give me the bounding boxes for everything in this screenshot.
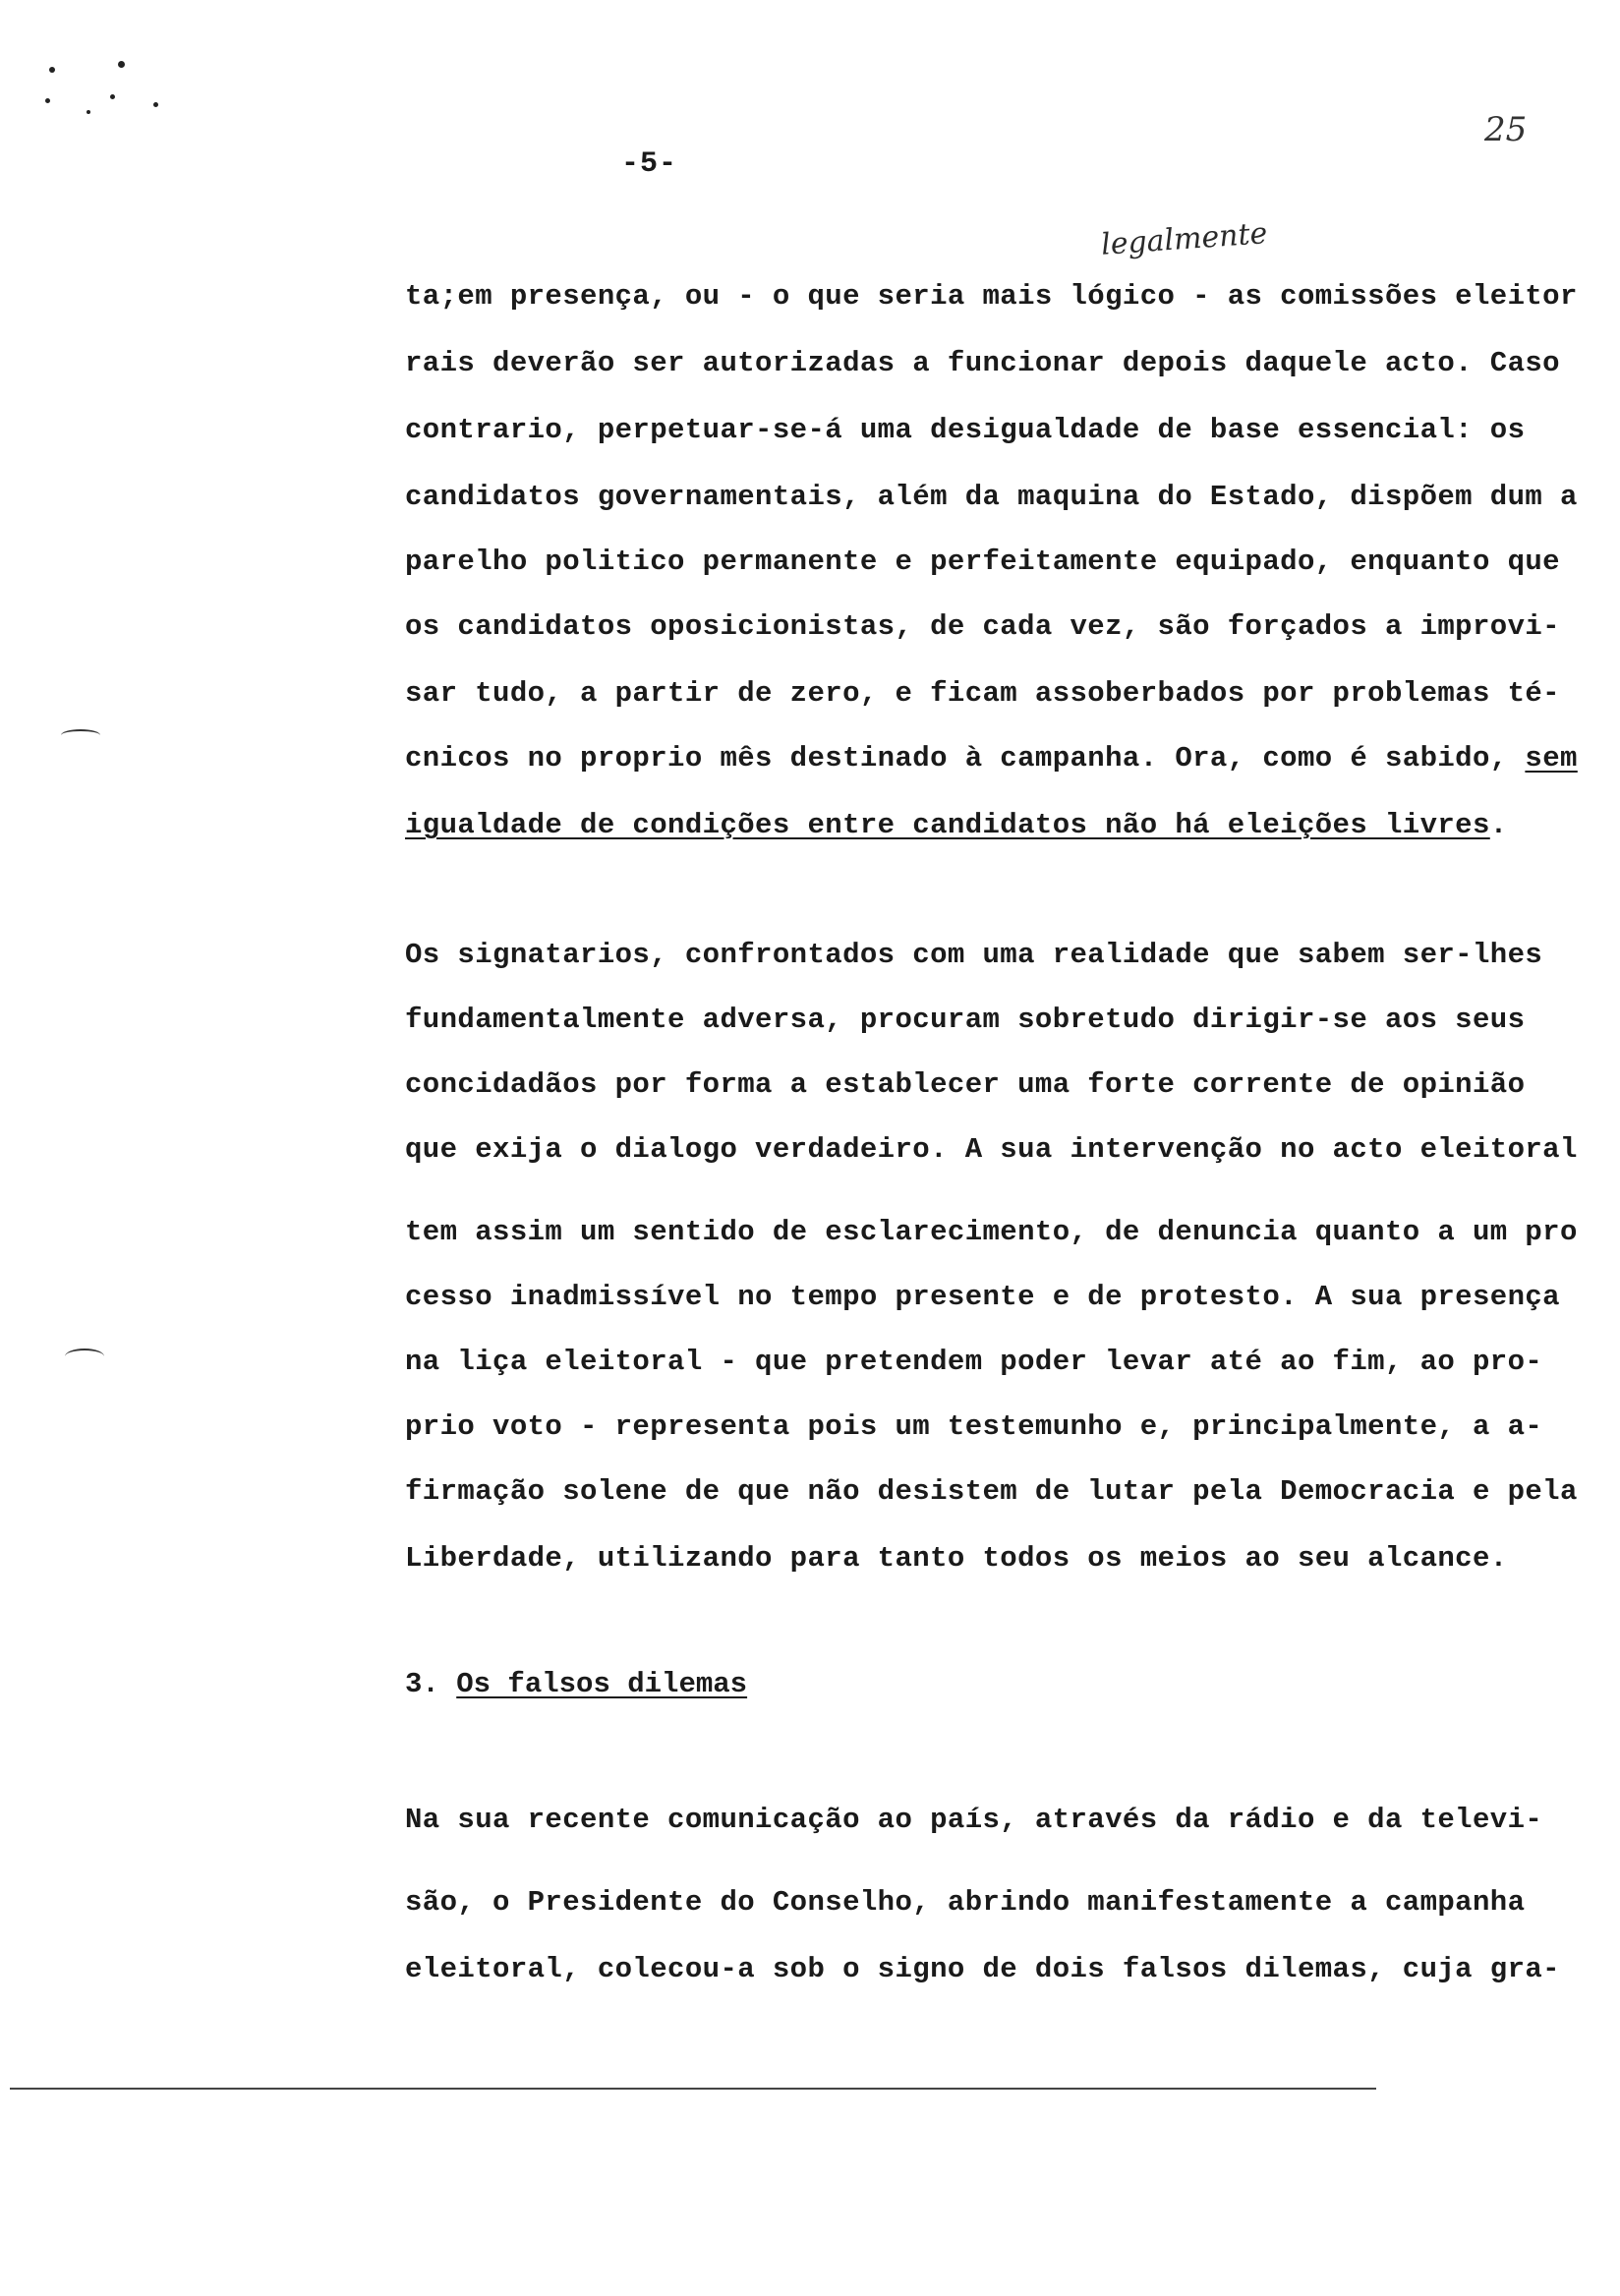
paragraph-line <box>405 808 1620 843</box>
margin-mark <box>65 1349 104 1364</box>
paragraph-line: Na sua recente comunicação ao país, através da rádio e da televi- <box>405 1804 1543 1836</box>
page-number: -5- <box>621 147 678 181</box>
archive-number: 25 <box>1484 110 1528 149</box>
underlined-text: igualdade de condições entre candidatos não há eleições livres <box>405 809 1490 841</box>
paragraph-line: concidadãos por forma a establecer uma forte corrente de opinião <box>405 1068 1526 1101</box>
section-heading <box>405 1667 747 1702</box>
ink-speck <box>153 102 158 107</box>
ink-speck <box>45 98 50 103</box>
paragraph-line: parelho politico permanente e perfeitamente equipado, enquanto que <box>405 545 1560 578</box>
paragraph-text: cnicos no proprio mês destinado à campanha. Ora, como é sabido, <box>405 742 1508 775</box>
section-heading-title: Os falsos dilemas <box>456 1668 748 1700</box>
underlined-text: sem <box>1525 742 1578 775</box>
section-heading-number: 3. <box>405 1668 439 1700</box>
paragraph-line: na liça eleitoral - que pretendem poder levar até ao fim, ao pro- <box>405 1346 1543 1378</box>
paragraph-line: tem assim um sentido de esclarecimento, de denuncia quanto a um pro <box>405 1216 1578 1248</box>
paragraph-line: fundamentalmente adversa, procuram sobretudo dirigir-se aos seus <box>405 1004 1526 1036</box>
ink-speck <box>118 61 125 68</box>
punctuation: . <box>1489 809 1508 841</box>
ink-speck <box>110 94 115 99</box>
ink-speck <box>87 110 90 114</box>
ink-speck <box>49 67 55 73</box>
paragraph-line: prio voto - representa pois um testemunho e, principalmente, a a- <box>405 1410 1543 1443</box>
paragraph-line: rais deverão ser autorizadas a funcionar depois daquele acto. Caso <box>405 347 1560 379</box>
paragraph-line: cesso inadmissível no tempo presente e de protesto. A sua presença <box>405 1281 1560 1313</box>
paragraph-line: Os signatarios, confrontados com uma realidade que sabem ser-lhes <box>405 939 1543 971</box>
paragraph-line: são, o Presidente do Conselho, abrindo manifestamente a campanha <box>405 1886 1526 1919</box>
paragraph-line: candidatos governamentais, além da maquina do Estado, dispõem dum a <box>405 481 1578 513</box>
paragraph-line: contrario, perpetuar-se-á uma desigualdade de base essencial: os <box>405 414 1526 446</box>
margin-mark <box>61 729 100 741</box>
paragraph-line: Liberdade, utilizando para tanto todos os meios ao seu alcance. <box>405 1542 1508 1575</box>
paragraph-line: eleitoral, colecou-a sob o signo de dois falsos dilemas, cuja gra- <box>405 1953 1560 1985</box>
paragraph-line: ta;em presença, ou - o que seria mais lógico - as comissões eleitor <box>405 280 1578 313</box>
paragraph-line: os candidatos oposicionistas, de cada vez, são forçados a improvi- <box>405 610 1560 643</box>
paragraph-line <box>405 741 1620 776</box>
paragraph-line: firmação solene de que não desistem de lutar pela Democracia e pela <box>405 1475 1578 1508</box>
paragraph-line: sar tudo, a partir de zero, e ficam assoberbados por problemas té- <box>405 677 1560 710</box>
handwritten-insertion: legalmente <box>1099 216 1269 262</box>
bottom-rule <box>10 2088 1376 2090</box>
paragraph-line: que exija o dialogo verdadeiro. A sua intervenção no acto eleitoral <box>405 1133 1578 1166</box>
